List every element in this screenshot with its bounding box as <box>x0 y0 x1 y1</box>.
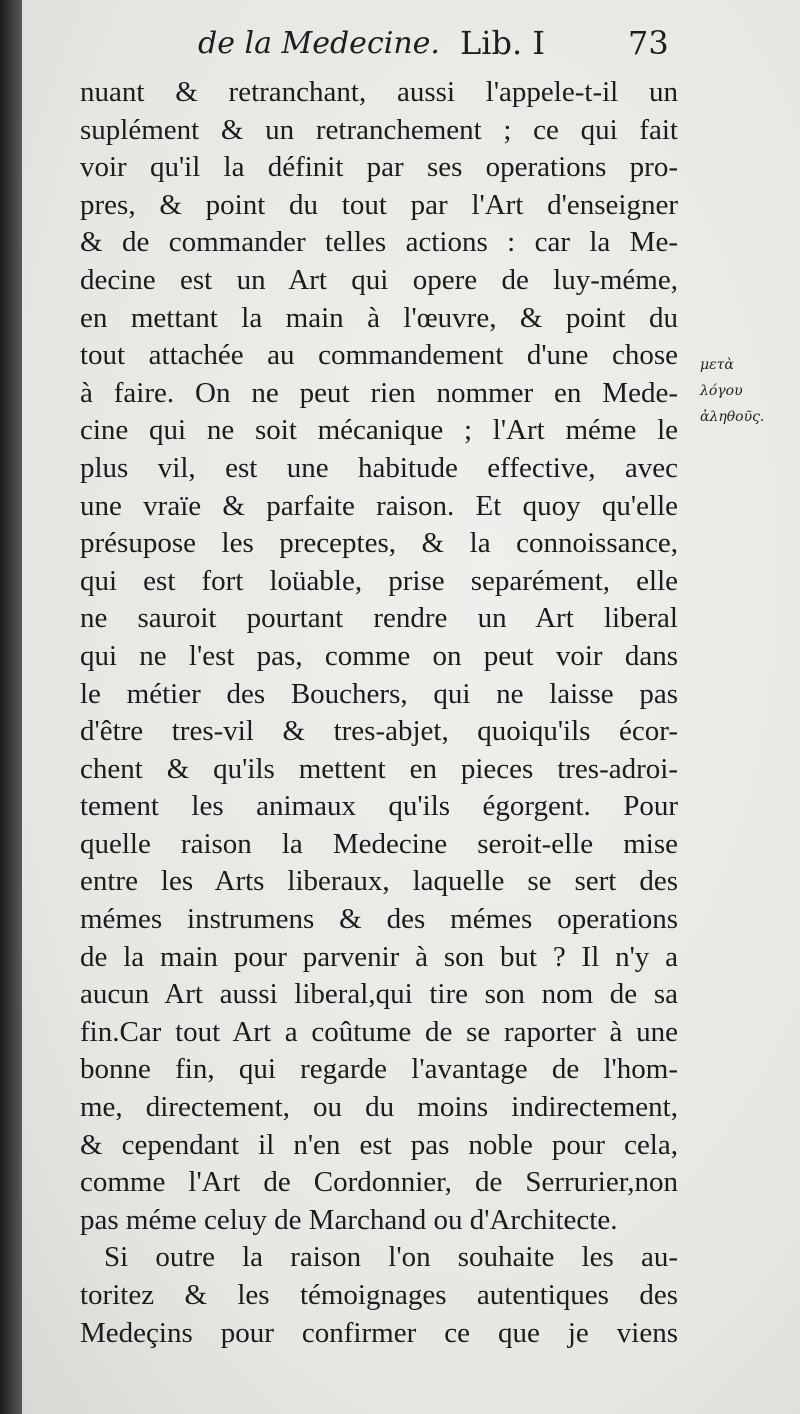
text-line: ne sauroit pourtant rendre un Art liberal <box>80 602 678 635</box>
running-header <box>22 22 800 72</box>
text-line: Medeçins pour confirmer ce que je viens <box>80 1316 678 1349</box>
text-line: & cependant il n'en est pas noble pour cela, <box>80 1128 678 1161</box>
page-number: 73 <box>628 24 669 62</box>
book-gutter-shadow <box>0 0 22 1414</box>
text-line: qui ne l'est pas, comme on peut voir dans <box>80 639 678 672</box>
text-line: tement les animaux qu'ils égorgent. Pour <box>80 790 678 823</box>
text-line: fin.Car tout Art a coûtume de se raporter à une <box>80 1015 678 1048</box>
running-title: de la Medecine. <box>198 26 440 61</box>
text-line: en mettant la main à l'œuvre, & point du <box>80 301 678 334</box>
text-line: voir qu'il la définit par ses operations pro- <box>80 151 678 184</box>
text-line: aucun Art aussi liberal,qui tire son nom de sa <box>80 978 678 1011</box>
text-line: comme l'Art de Cordonnier, de Serrurier,non <box>80 1166 678 1199</box>
text-line: toritez & les témoignages autentiques des <box>80 1279 678 1311</box>
text-line: chent & qu'ils mettent en pieces tres-adroi- <box>80 752 678 785</box>
margin-note-line: ἀληθοῦς. <box>700 409 765 425</box>
body-text <box>80 74 678 1352</box>
text-line: le métier des Bouchers, qui ne laisse pas <box>80 677 678 710</box>
text-line: decine est un Art qui opere de luy-méme, <box>80 263 678 296</box>
book-page <box>22 0 800 1414</box>
text-line: d'être tres-vil & tres-abjet, quoiqu'ils écor- <box>80 715 678 748</box>
text-line: présupose les preceptes, & la connoissance, <box>80 527 678 560</box>
text-line: de la main pour parvenir à son but ? Il n'y a <box>80 940 678 973</box>
margin-note-line: λόγου <box>700 383 743 399</box>
text-line: entre les Arts liberaux, laquelle se sert des <box>80 865 678 898</box>
text-line: qui est fort loüable, prise separément, elle <box>80 564 678 597</box>
book-number: Lib. I <box>460 24 545 62</box>
text-line: me, directement, ou du moins indirectement, <box>80 1091 678 1124</box>
text-line: quelle raison la Medecine seroit-elle mise <box>80 827 678 860</box>
text-line: mémes instrumens & des mémes operations <box>80 903 678 936</box>
text-line: pres, & point du tout par l'Art d'enseigner <box>80 188 678 221</box>
bleed-through-shadow <box>782 1080 800 1220</box>
greek-margin-note <box>700 352 790 430</box>
text-line: tout attachée au commandement d'une chose <box>80 339 678 372</box>
text-line: nuant & retranchant, aussi l'appele-t-il un <box>80 76 678 108</box>
text-line: & de commander telles actions : car la Me- <box>80 226 678 259</box>
text-line: à faire. On ne peut rien nommer en Mede- <box>80 376 678 409</box>
text-line: cine qui ne soit mécanique ; l'Art méme le <box>80 414 678 447</box>
text-line: pas méme celuy de Marchand ou d'Architecte. <box>80 1203 618 1236</box>
paragraph-start-line: Si outre la raison l'on souhaite les au- <box>104 1241 678 1274</box>
text-line: plus vil, est une habitude effective, avec <box>80 451 678 484</box>
text-line: suplément & un retranchement ; ce qui fait <box>80 113 678 146</box>
text-line: bonne fin, qui regarde l'avantage de l'hom- <box>80 1053 678 1086</box>
text-line: une vraïe & parfaite raison. Et quoy qu'elle <box>80 489 678 522</box>
margin-note-line: μετὰ <box>700 357 734 373</box>
